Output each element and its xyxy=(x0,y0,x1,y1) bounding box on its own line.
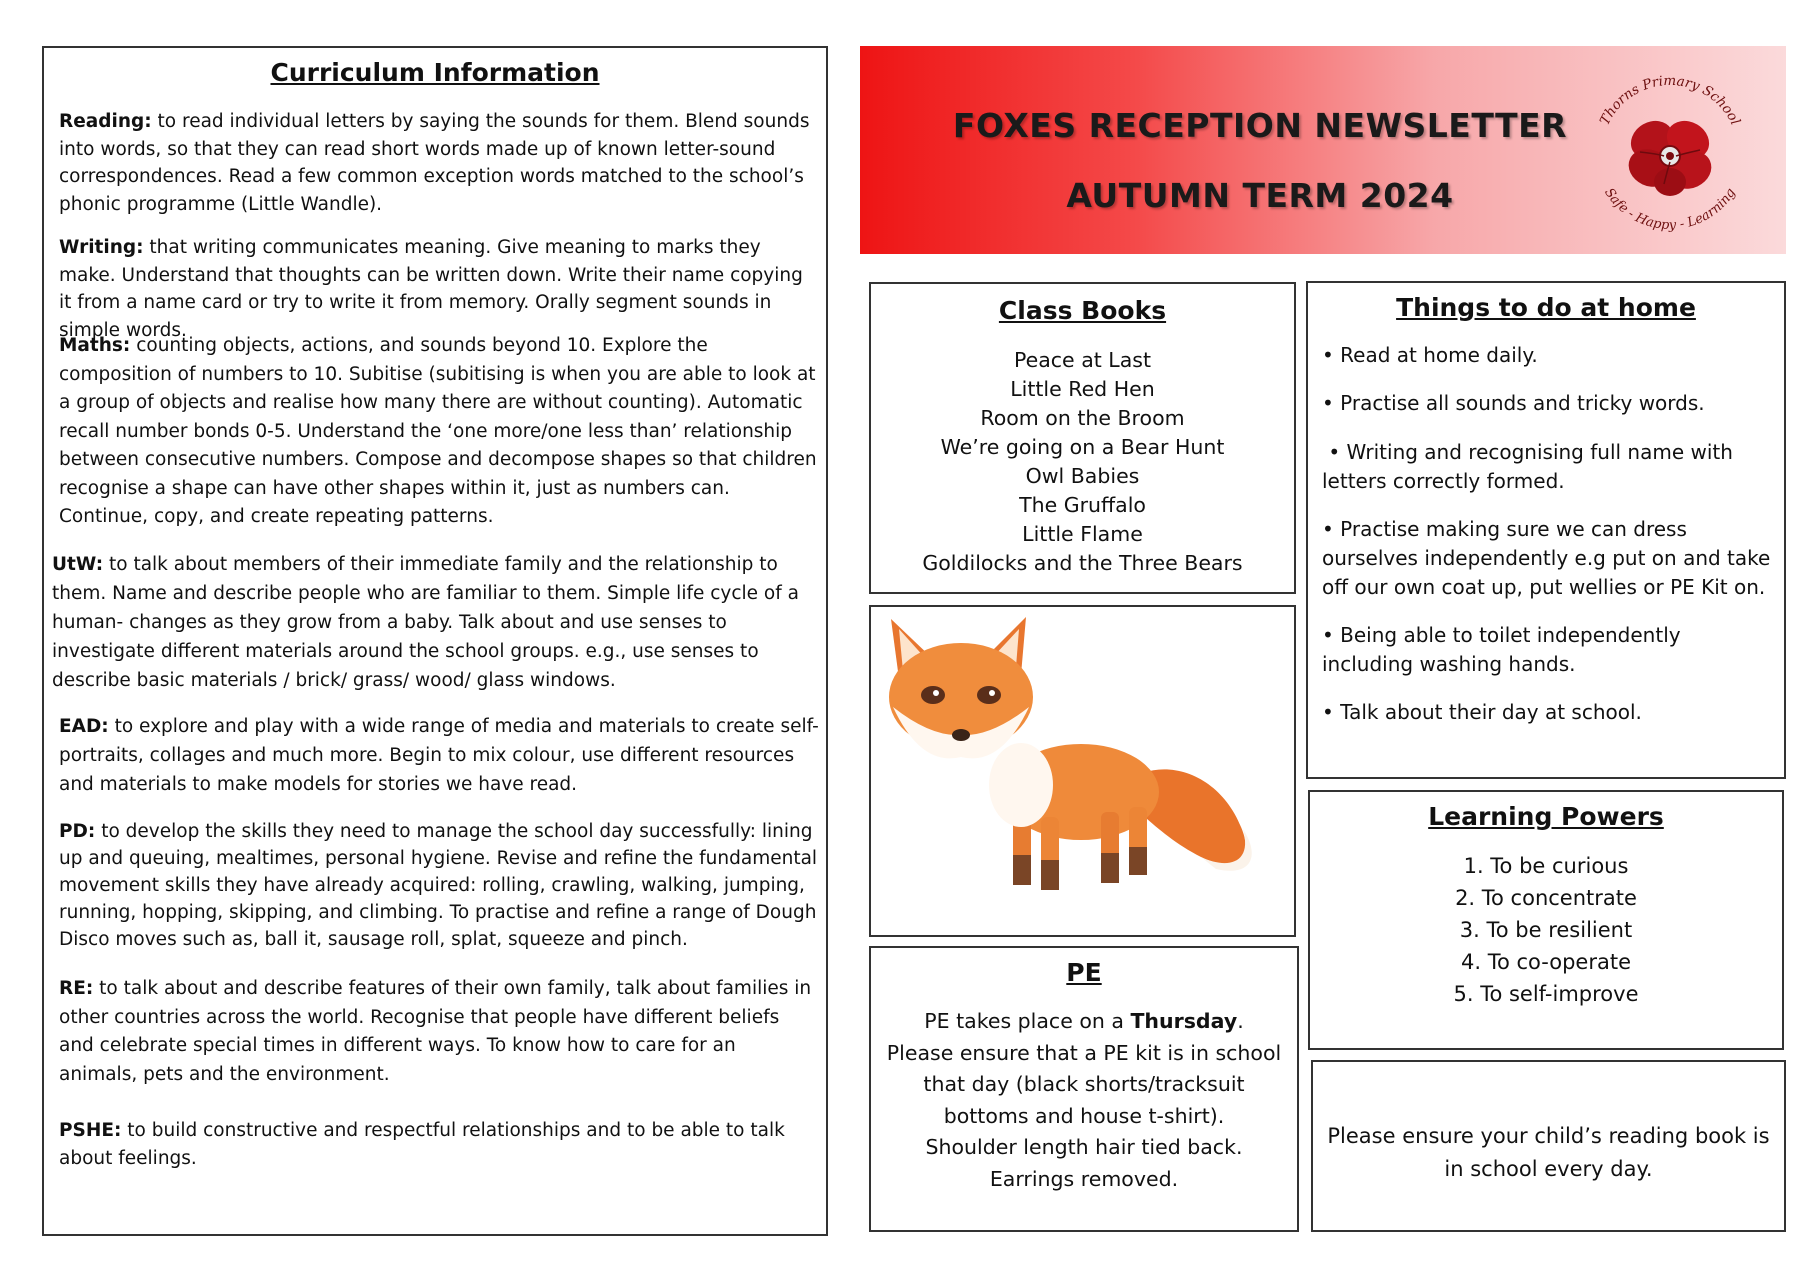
maths-text: counting objects, actions, and sounds beyond 10. Explore the composition of numbers to 10. Subitise (subitising is when you are able to look at a group of objects and realise how many there are without counting). Automatic recall number bonds 0-5. Understand the ‘one more/one less than’ relationship between consecutive numbers. Compose and decompose shapes so that children recognise a shape can have other shapes within it, just as numbers can. Continue, copy, and create repeating patterns. xyxy=(59,335,817,527)
class-books-panel xyxy=(869,282,1296,594)
pe-day-line: PE takes place on a Thursday. xyxy=(924,1009,1244,1033)
utw-paragraph xyxy=(52,550,820,695)
list-item: 3. To be resilient xyxy=(1459,918,1633,942)
pe-panel xyxy=(869,946,1299,1232)
school-logo xyxy=(1580,58,1760,238)
pe-hair-line: Shoulder length hair tied back. xyxy=(925,1135,1243,1159)
pd-paragraph xyxy=(59,818,819,953)
ead-paragraph xyxy=(59,712,819,799)
logo-top-text: Thorns Primary School xyxy=(1596,72,1744,128)
home-tasks-title: Things to do at home xyxy=(1396,293,1696,322)
list-item: • Practise all sounds and tricky words. xyxy=(1322,391,1705,415)
list-item: We’re going on a Bear Hunt xyxy=(940,435,1225,459)
maths-label: Maths: xyxy=(59,335,131,356)
flower-icon xyxy=(1622,113,1717,196)
list-item: • Practise making sure we can dress ourselves independently e.g put on and take off our own coat up, put wellies or PE Kit on. xyxy=(1322,517,1771,599)
list-item: Room on the Broom xyxy=(980,406,1185,430)
class-books-title: Class Books xyxy=(998,296,1167,325)
writing-text: that writing communicates meaning. Give meaning to marks they make. Understand that thoughts can be written down. Write their name copying it from a name card or try to write it from memory. Orally segment sounds in simple words. xyxy=(59,237,803,341)
list-item: 5. To self-improve xyxy=(1453,982,1639,1006)
pd-text: to develop the skills they need to manage the school day successfully: lining up and queuing, mealtimes, personal hygiene. Revise and refine the fundamental movement skills they have already acquired: rolling, crawling, walking, jumping, running, hopping, skipping, and climbing. To practise and refine a range of Dough Disco moves such as, ball it, sausage roll, splat, squeeze and pinch. xyxy=(59,821,818,950)
pe-day: Thursday xyxy=(1130,1009,1238,1033)
learning-powers-title: Learning Powers xyxy=(1428,802,1664,831)
pshe-paragraph xyxy=(59,1117,819,1173)
pe-earrings-line: Earrings removed. xyxy=(989,1166,1179,1191)
pe-kit-line: Please ensure that a PE kit is in school that day (black shorts/tracksuit bottoms and house t-shirt). xyxy=(886,1040,1282,1128)
list-item: Goldilocks and the Three Bears xyxy=(922,551,1243,575)
pshe-label: PSHE: xyxy=(59,1120,122,1141)
reading-book-reminder-text: Please ensure your child’s reading book is in school every day. xyxy=(1327,1124,1770,1181)
banner-subtitle: AUTUMN TERM 2024 xyxy=(1066,176,1454,215)
list-item: Peace at Last xyxy=(1013,348,1152,372)
home-tasks-panel xyxy=(1306,281,1786,779)
re-paragraph xyxy=(59,975,819,1089)
writing-paragraph xyxy=(59,234,819,344)
list-item: • Writing and recognising full name with letters correctly formed. xyxy=(1322,440,1733,493)
pe-title: PE xyxy=(1066,958,1102,987)
re-text: to talk about and describe features of their own family, talk about families in other countries across the world. Recognise that people have different beliefs and celebrate special times in different ways. To know how to care for an animals, pets and the environment. xyxy=(59,978,812,1085)
list-item: • Talk about their day at school. xyxy=(1322,700,1642,724)
reading-label: Reading: xyxy=(59,111,152,132)
ead-label: EAD: xyxy=(59,716,109,737)
banner-title: FOXES RECEPTION NEWSLETTER xyxy=(952,106,1568,145)
curriculum-panel xyxy=(42,46,828,1236)
writing-label: Writing: xyxy=(59,237,144,258)
list-item: Little Red Hen xyxy=(1010,377,1155,401)
utw-label: UtW: xyxy=(52,554,104,575)
reading-paragraph xyxy=(59,108,819,218)
curriculum-title: Curriculum Information xyxy=(270,58,600,87)
class-books-list xyxy=(871,346,1294,578)
fox-illustration-panel xyxy=(869,605,1296,937)
maths-paragraph xyxy=(59,332,819,532)
reading-book-reminder-panel xyxy=(1311,1060,1786,1232)
list-item: 4. To co-operate xyxy=(1461,950,1631,974)
list-item: • Being able to toilet independently including washing hands. xyxy=(1322,623,1681,676)
fox-illustration xyxy=(871,607,1294,935)
list-item: The Gruffalo xyxy=(1019,493,1146,517)
list-item: 2. To concentrate xyxy=(1455,886,1637,910)
utw-text: to talk about members of their immediate family and the relationship to them. Name and describe people who are familiar to them. Simple life cycle of a human- changes as they grow from a baby. Talk about and use senses to investigate different materials around the school groups. e.g., use senses to describe basic materials / brick/ grass/ wood/ glass windows. xyxy=(52,554,799,691)
learning-powers-panel xyxy=(1308,790,1784,1050)
list-item: • Read at home daily. xyxy=(1322,343,1538,367)
learning-powers-list xyxy=(1310,850,1782,1010)
list-item: Little Flame xyxy=(1022,522,1143,546)
pd-label: PD: xyxy=(59,821,96,842)
list-item: Owl Babies xyxy=(1025,464,1140,488)
logo-bottom-text: Safe - Happy - Learning xyxy=(1601,185,1739,234)
re-label: RE: xyxy=(59,978,94,999)
pshe-text: to build constructive and respectful relationships and to be able to talk about feelings. xyxy=(59,1120,785,1169)
list-item: 1. To be curious xyxy=(1463,854,1629,878)
ead-text: to explore and play with a wide range of media and materials to create self-portraits, collages and much more. Begin to mix colour, use different resources and materials to make models for stories we have read. xyxy=(59,716,819,795)
pe-body xyxy=(881,1006,1287,1195)
reading-text: to read individual letters by saying the sounds for them. Blend sounds into words, so that they can read short words made up of known letter-sound correspondences. Read a few common exception words matched to the school’s phonic programme (Little Wandle). xyxy=(59,111,810,215)
